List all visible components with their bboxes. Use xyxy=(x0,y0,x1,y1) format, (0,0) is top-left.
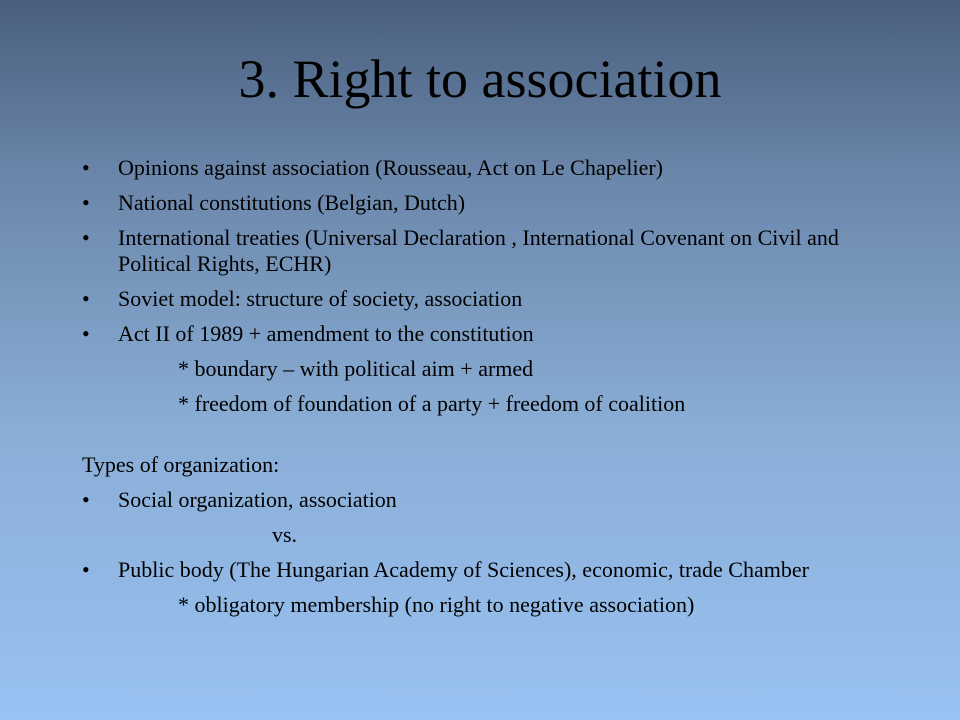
bullet-text: International treaties (Universal Declaration , International Covenant on Civil and Political Rights, ECHR) xyxy=(118,225,839,276)
bullet-icon: • xyxy=(82,155,90,180)
bullet-item-social-organization xyxy=(82,487,882,513)
bullet-item-opinions xyxy=(82,155,882,181)
bullet-text: Public body (The Hungarian Academy of Sciences), economic, trade Chamber xyxy=(118,557,809,582)
bullet-item-national-constitutions xyxy=(82,190,882,216)
sub-point-freedom-of-foundation: * freedom of foundation of a party + freedom of coalition xyxy=(178,391,686,416)
sub-point-obligatory-membership: * obligatory membership (no right to negative association) xyxy=(178,592,695,617)
bullet-icon: • xyxy=(82,557,90,582)
bullet-icon: • xyxy=(82,286,90,311)
bullet-text: Act II of 1989 + amendment to the constitution xyxy=(118,321,534,346)
sub-point-boundary: * boundary – with political aim + armed xyxy=(178,356,534,381)
bullet-item-international-treaties xyxy=(82,225,882,277)
bullet-item-act-ii-1989 xyxy=(82,321,882,347)
bullet-text: National constitutions (Belgian, Dutch) xyxy=(118,190,466,215)
types-heading: Types of organization: xyxy=(82,452,280,477)
slide-title: 3. Right to association xyxy=(238,49,722,109)
bullet-text: Soviet model: structure of society, association xyxy=(118,286,523,311)
bullet-text: Social organization, association xyxy=(118,487,397,512)
bullet-icon: • xyxy=(82,321,90,346)
bullet-item-public-body xyxy=(82,557,882,583)
bullet-icon: • xyxy=(82,487,90,512)
bullet-icon: • xyxy=(82,225,90,250)
bullet-text: Opinions against association (Rousseau, Act on Le Chapelier) xyxy=(118,155,663,180)
bullet-item-soviet-model xyxy=(82,286,882,312)
spacer xyxy=(82,426,882,452)
slide-content xyxy=(82,155,882,627)
versus-text: vs. xyxy=(272,522,298,547)
bullet-icon: • xyxy=(82,190,90,215)
